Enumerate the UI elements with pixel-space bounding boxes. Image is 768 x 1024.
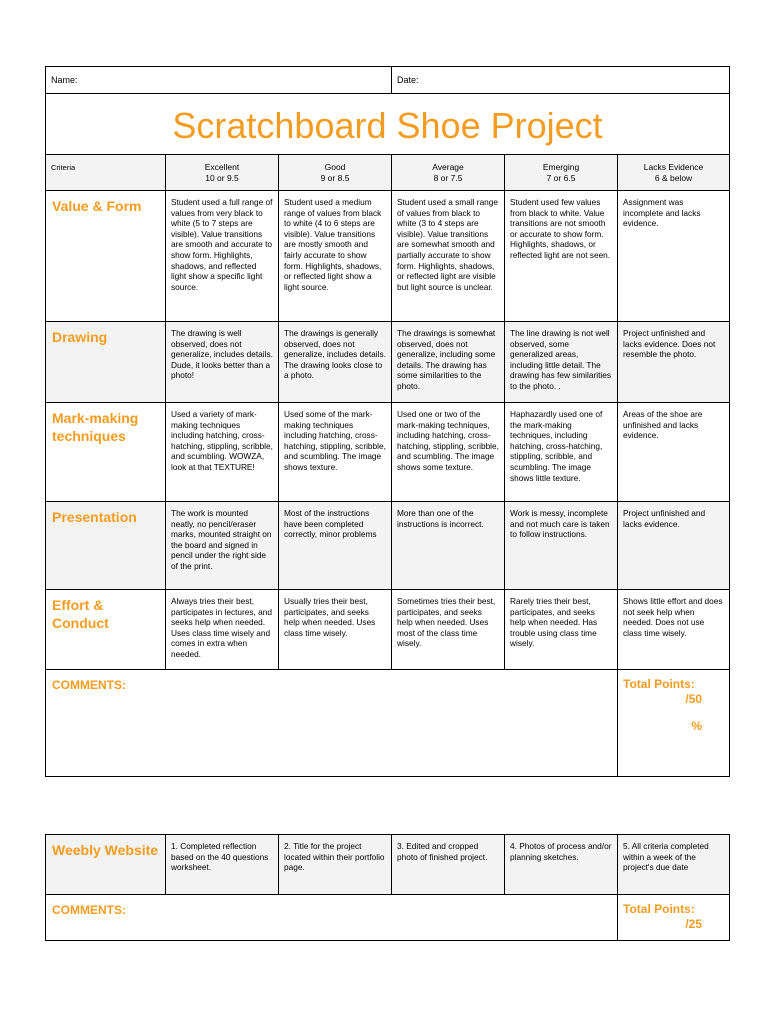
level-name: Lacks Evidence bbox=[643, 162, 704, 172]
rubric-cell: Areas of the shoe are unfinished and lacks evidence. bbox=[618, 403, 730, 502]
level-points: 6 & below bbox=[654, 172, 693, 183]
criterion-label: Weebly Website bbox=[46, 835, 166, 895]
rubric-cell: More than one of the instructions is incorrect. bbox=[392, 502, 505, 590]
rubric-cell: Student used a medium range of values from black to white (4 to 6 steps are visible). Value transitions are mostly smooth and fairly accurate to show form. Highlights, shadows, or reflected light show a light source. bbox=[279, 191, 392, 322]
level-header bbox=[392, 155, 505, 191]
level-header bbox=[166, 155, 279, 191]
rubric-row-mark-making bbox=[46, 403, 730, 502]
rubric-cell: The drawing is well observed, does not generalize, includes details. Dude, it looks better than a photo! bbox=[166, 322, 279, 403]
criterion-label: Presentation bbox=[46, 502, 166, 590]
total-points-box bbox=[618, 670, 730, 777]
level-points: 9 or 8.5 bbox=[320, 172, 350, 183]
percent-label: % bbox=[691, 719, 703, 733]
weebly-total-points-box bbox=[618, 895, 730, 941]
rubric-cell: Student used few values from black to white. Value transitions are not smooth or accurate to show form. Highlights, shadows, or reflected light are not seen. bbox=[505, 191, 618, 322]
rubric-row-drawing bbox=[46, 322, 730, 403]
rubric-cell: Most of the instructions have been completed correctly, minor problems bbox=[279, 502, 392, 590]
comments-area[interactable] bbox=[46, 670, 618, 777]
rubric-cell: Used one or two of the mark-making techniques, including hatching, cross-hatching, stippling, scribble, and scumbling. The image shows some texture. bbox=[392, 403, 505, 502]
rubric-cell: 4. Photos of process and/or planning sketches. bbox=[505, 835, 618, 895]
rubric-cell: Work is messy, incomplete and not much care is taken to follow instructions. bbox=[505, 502, 618, 590]
total-points-label: Total Points: bbox=[623, 677, 695, 691]
rubric-cell: Project unfinished and lacks evidence. Does not resemble the photo. bbox=[618, 322, 730, 403]
main-rubric-table bbox=[45, 66, 730, 777]
total-points-max: /25 bbox=[685, 917, 702, 931]
level-header bbox=[505, 155, 618, 191]
rubric-cell: Used a variety of mark-making techniques including hatching, cross-hatching, stippling, scribble, and scumbling. WOWZA, look at that TEXTURE! bbox=[166, 403, 279, 502]
rubric-row-presentation bbox=[46, 502, 730, 590]
criteria-header: Criteria bbox=[46, 155, 166, 191]
weebly-comments-area[interactable] bbox=[46, 895, 618, 941]
rubric-cell: Shows little effort and does not seek help when needed. Does not use class time wisely. bbox=[618, 590, 730, 670]
rubric-cell: 3. Edited and cropped photo of finished project. bbox=[392, 835, 505, 895]
level-points: 7 or 6.5 bbox=[546, 172, 576, 183]
name-field[interactable] bbox=[46, 67, 392, 94]
date-label: Date: bbox=[397, 75, 419, 85]
rubric-cell: Always tries their best, participates in lectures, and seeks help when needed. Uses class time wisely and comes in extra when needed. bbox=[166, 590, 279, 670]
page-title: Scratchboard Shoe Project bbox=[46, 94, 730, 155]
rubric-cell: Used some of the mark-making techniques including hatching, cross-hatching, stippling, scribble, and scumbling. The image shows texture. bbox=[279, 403, 392, 502]
total-points-max: /50 bbox=[685, 692, 703, 706]
rubric-cell: 2. Title for the project located within their portfolio page. bbox=[279, 835, 392, 895]
rubric-row-effort bbox=[46, 590, 730, 670]
total-points-label: Total Points: bbox=[623, 902, 695, 916]
rubric-cell: The work is mounted neatly, no pencil/eraser marks, mounted straight on the board and signed in pencil under the right side of the print. bbox=[166, 502, 279, 590]
weebly-rubric-table bbox=[45, 834, 730, 941]
comments-label: COMMENTS: bbox=[52, 678, 126, 692]
level-name: Good bbox=[324, 162, 346, 172]
rubric-cell: The drawings is generally observed, does not generalize, includes details. The drawing looks close to a photo. bbox=[279, 322, 392, 403]
rubric-cell: Usually tries their best, participates, and seeks help when needed. Uses class time wisely. bbox=[279, 590, 392, 670]
rubric-cell: Haphazardly used one of the mark-making techniques, including hatching, cross-hatching, stippling, scribble, and scumbling. The image shows little texture. bbox=[505, 403, 618, 502]
rubric-cell: Student used a small range of values from black to white (3 to 4 steps are visible). Value transitions are somewhat smooth and partially accurate to show form. Highlights, shadows, or reflected light are visible but light source is unclear. bbox=[392, 191, 505, 322]
level-name: Emerging bbox=[542, 162, 580, 172]
criterion-label: Drawing bbox=[46, 322, 166, 403]
level-name: Average bbox=[432, 162, 464, 172]
rubric-cell: Rarely tries their best, participates, and seeks help when needed. Has trouble using class time wisely. bbox=[505, 590, 618, 670]
criterion-label: Effort & Conduct bbox=[46, 590, 166, 670]
date-field[interactable] bbox=[392, 67, 730, 94]
level-name: Excellent bbox=[204, 162, 240, 172]
level-header bbox=[279, 155, 392, 191]
rubric-cell: The line drawing is not well observed, some generalized areas, including little detail. The drawing has few similarities to the photo. . bbox=[505, 322, 618, 403]
rubric-row-value-form bbox=[46, 191, 730, 322]
criterion-label: Mark-making techniques bbox=[46, 403, 166, 502]
level-header bbox=[618, 155, 730, 191]
comments-label: COMMENTS: bbox=[52, 903, 126, 917]
rubric-cell: Assignment was incomplete and lacks evidence. bbox=[618, 191, 730, 322]
rubric-cell: Student used a full range of values from very black to white (5 to 7 steps are visible). Value transitions are smooth and accurate to show form. Highlights, shadows, and reflected light show a specific light source. bbox=[166, 191, 279, 322]
rubric-cell: 5. All criteria completed within a week of the project's due date bbox=[618, 835, 730, 895]
level-points: 8 or 7.5 bbox=[433, 172, 463, 183]
rubric-cell: The drawings is somewhat observed, does not generalize, including some details. The drawing has some similarities to the photo. bbox=[392, 322, 505, 403]
level-points: 10 or 9.5 bbox=[205, 172, 239, 183]
rubric-cell: 1. Completed reflection based on the 40 questions worksheet. bbox=[166, 835, 279, 895]
criterion-label: Value & Form bbox=[46, 191, 166, 322]
rubric-cell: Project unfinished and lacks evidence. bbox=[618, 502, 730, 590]
name-label: Name: bbox=[51, 75, 78, 85]
rubric-cell: Sometimes tries their best, participates, and seeks help when needed. Uses most of the class time wisely. bbox=[392, 590, 505, 670]
